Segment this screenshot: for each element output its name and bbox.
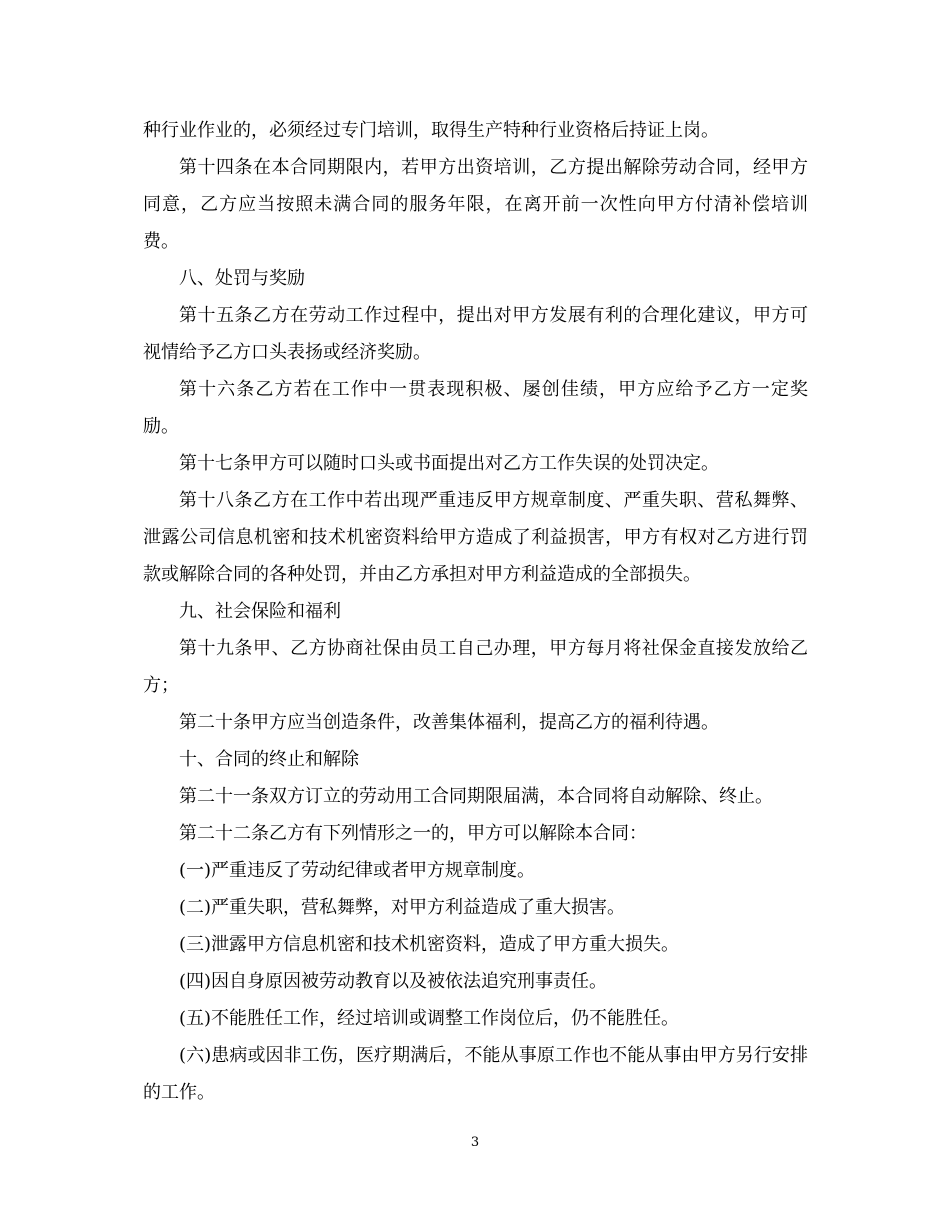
paragraph-1: 种行业作业的，必须经过专门培训，取得生产特种行业资格后持证上岗。 (143, 120, 719, 141)
list-item-2: (二)严重失职，营私舞弊，对甲方利益造成了重大损害。 (179, 897, 626, 918)
list-item-4: (四)因自身原因被劳动教育以及被依法追究刑事责任。 (179, 971, 608, 992)
paragraph-5: 第十六条乙方若在工作中一贯表现积极、屡创佳绩，甲方应给予乙方一定奖励。 (143, 379, 808, 437)
paragraph-2: 第十四条在本合同期限内，若甲方出资培训，乙方提出解除劳动合同，经甲方同意，乙方应当按照未满合同的服务年限，在离开前一次性向甲方付清补偿培训费。 (143, 157, 808, 252)
section-heading-8: 八、处罚与奖励 (179, 268, 305, 289)
list-item-6: (六)患病或因非工伤，医疗期满后，不能从事原工作也不能从事由甲方另行安排的工作。 (143, 1045, 808, 1103)
section-heading-10: 十、合同的终止和解除 (179, 749, 359, 770)
paragraph-13: 第二十二条乙方有下列情形之一的，甲方可以解除本合同： (179, 823, 647, 844)
page-number: 3 (470, 1135, 480, 1150)
document-body (143, 112, 808, 1111)
section-heading-9: 九、社会保险和福利 (179, 601, 341, 622)
paragraph-12: 第二十一条双方订立的劳动用工合同期限届满，本合同将自动解除、终止。 (179, 786, 773, 807)
paragraph-9: 第十九条甲、乙方协商社保由员工自己办理，甲方每月将社保金直接发放给乙方； (143, 638, 808, 696)
paragraph-7: 第十八条乙方在工作中若出现严重违反甲方规章制度、严重失职、营私舞弊、泄露公司信息机密和技术机密资料给甲方造成了利益损害，甲方有权对乙方进行罚款或解除合同的各种处罚，并由乙方承担对甲方利益造成的全部损失。 (143, 490, 808, 585)
list-item-1: (一)严重违反了劳动纪律或者甲方规章制度。 (179, 860, 536, 881)
paragraph-10: 第二十条甲方应当创造条件，改善集体福利，提高乙方的福利待遇。 (179, 712, 719, 733)
list-item-5: (五)不能胜任工作，经过培训或调整工作岗位后，仍不能胜任。 (179, 1008, 680, 1029)
paragraph-6: 第十七条甲方可以随时口头或书面提出对乙方工作失误的处罚决定。 (179, 453, 719, 474)
paragraph-4: 第十五条乙方在劳动工作过程中，提出对甲方发展有利的合理化建议，甲方可视情给予乙方口头表扬或经济奖励。 (143, 305, 808, 363)
list-item-3: (三)泄露甲方信息机密和技术机密资料，造成了甲方重大损失。 (179, 934, 680, 955)
